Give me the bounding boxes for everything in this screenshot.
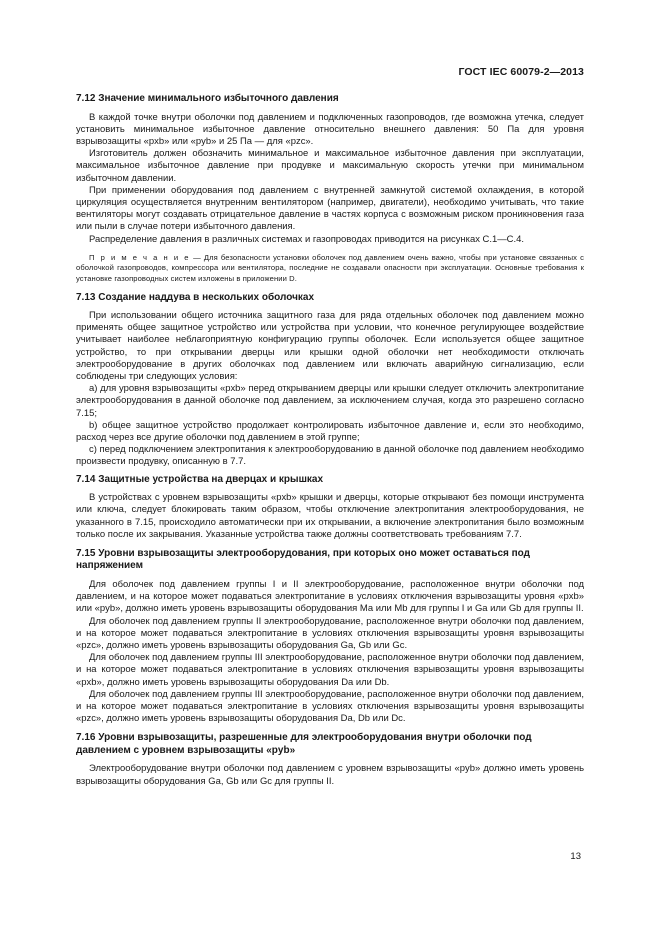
section-7-14 [76,474,584,541]
section-7-15 [76,548,584,725]
section-title: 7.16 Уровни взрывозащиты, разрешенные для электрооборудования внутри оболочки под давлением с уровнем взрывозащиты «pyb» [76,732,532,756]
note-label: П р и м е ч а н и е [89,252,191,262]
paragraph: Распределение давления в различных системах и газопроводах приводится на рисунках С.1—С.4. [89,233,524,245]
paragraph: Изготовитель должен обозначить минимальное и максимальное избыточное давления при эксплуатации, максимальное избыточное давление при продувке и максимальную скорость утечки при минимальном избыточном давлении. [76,148,584,184]
section-title: 7.14 Защитные устройства на дверцах и крышках [76,473,324,485]
section-title: 7.13 Создание наддува в нескольких оболочках [76,291,315,303]
section-title: 7.12 Значение минимального избыточного давления [76,93,339,104]
paragraph: При применении оборудования под давлением с внутренней замкнутой системой охлаждения, в которой циркуляция осуществляется внутренним вентилятором (например, двигатели), необходимо учитывать, что такие вентиляторы могут создавать отрицательное давление в частях корпуса с возможным риском проникновения газа или пыли в случае потери избыточного давления. [76,184,584,233]
paragraph: В каждой точке внутри оболочки под давлением и подключенных газопроводов, где возможна утечка, следует установить минимальное избыточное давление относительно внешнего давления: 50 Па для уровня взрывозащиты «pxb» или «pyb» и 25 Па — для «pzc». [76,111,584,147]
paragraph: Для оболочек под давлением группы I и II электрооборудование, расположенное внутри оболочки под давлением, и на которое может подаваться электропитание в условиях отключения взрывозащиты уровня «pxb» или «pyb», должно иметь уровень взрывозащиты оборудования Ма или Mb для группы I и Ga или Gb для группы II. [76,578,584,615]
list-item: а) для уровня взрывозащиты «pxb» перед открыванием дверцы или крышки следует отключить электропитание электрооборудования в данной оболочке под давлением, за исключением случая, когда это разрешено согласно 7.15; [76,383,584,419]
page-body [76,93,584,788]
section-7-13 [76,292,584,469]
paragraph: При использовании общего источника защитного газа для ряда отдельных оболочек под давлением можно применять общее защитное устройство или устройства при условии, что конечное регулирующее воздействие учитывает наиболее неблагоприятную конфигурацию группы оболочек. Если используется общее защитное устройство, то при открывании дверцы или крышки одной оболочки нет необходимости отключать электрооборудование в других оболочках под давлением или включать аварийную сигнализацию, если соблюдены три следующих условия: [76,310,584,383]
paragraph: В устройствах с уровнем взрывозащиты «pxb» крышки и дверцы, которые открывают без помощи инструмента или ключа, следует блокировать таким образом, чтобы отключение электропитания электрооборудования, не указанного в 7.15, происходило автоматически при их открывании, а включение электропитания было возможным только после их закрывания. Указанные устройства также должны соответствовать требованиям 7.7. [76,492,584,540]
page-number: 13 [570,851,581,862]
paragraph: Для оболочек под давлением группы III электрооборудование, расположенное внутри оболочки под давлением, и на которое может подаваться электропитание в условиях отключения взрывозащиты уровня взрывозащиты «pzc», должно иметь уровень взрывозащиты оборудования Da, Db или Dc. [76,688,584,725]
note-text: — Для безопасности установки оболочек под давлением очень важно, чтобы при установке связанных с оболочкой газопроводов, компрессора или вентилятора, последние не создавали опасности при эксплуатации. Основные требования к установке газопроводных систем изложены в приложении D. [76,252,585,283]
list-item: с) перед подключением электропитания к электрооборудованию в данной оболочке под давлением необходимо произвести продувку, описанную в 7.7. [76,444,584,468]
paragraph: Для оболочек под давлением группы II электрооборудование, расположенное внутри оболочки под давлением, и на которое может подаваться электропитание в условиях отключения взрывозащиты уровня взрывозащиты «pzc», должно иметь уровень взрывозащиты оборудования Ga, Gb или Gc. [76,615,584,651]
document-id: ГОСТ IEC 60079-2—2013 [458,66,584,78]
paragraph: Для оболочек под давлением группы III электрооборудование, расположенное внутри оболочки под давлением, и на которое может подаваться электропитание в условиях отключения взрывозащиты уровня взрывозащиты «pxb», должно иметь уровень взрывозащиты оборудования Da или Db. [76,652,584,688]
paragraph: Электрооборудование внутри оболочки под давлением с уровнем взрывозащиты «pyb» должно иметь уровень взрывозащиты оборудования Ga, Gb или Gc для группы II. [76,763,584,787]
note [76,253,584,285]
list-item: b) общее защитное устройство продолжает контролировать избыточное давление и, если это необходимо, расход через все другие оболочки под давлением в этой группе; [76,419,584,444]
section-7-16 [76,732,584,787]
section-title: 7.15 Уровни взрывозащиты электрооборудования, при которых оно может оставаться под напряжением [76,547,531,572]
section-7-12 [76,93,584,285]
